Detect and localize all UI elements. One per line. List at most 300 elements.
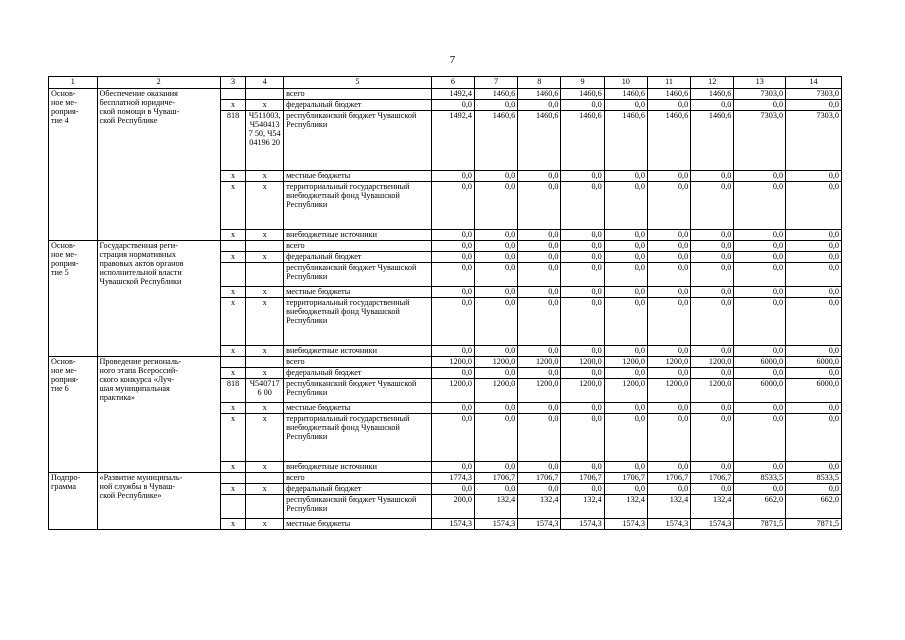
amount-cell: 1200,0 (431, 379, 474, 403)
funding-source-cell: федеральный бюджет (284, 484, 432, 495)
amount-cell: 0,0 (431, 252, 474, 263)
amount-cell: 0,0 (734, 484, 786, 495)
amount-cell: 0,0 (474, 298, 517, 346)
amount-cell: 0,0 (647, 171, 690, 182)
amount-cell: 0,0 (604, 287, 647, 298)
amount-cell: 1574,3 (561, 519, 604, 530)
amount-cell: 7303,0 (734, 89, 786, 100)
amount-cell: 0,0 (561, 287, 604, 298)
amount-cell: 0,0 (786, 171, 842, 182)
grbs-cell (220, 495, 245, 519)
header-cell: 2 (97, 77, 220, 89)
classifier-code-cell (246, 263, 284, 287)
header-cell: 8 (518, 77, 561, 89)
header-cell: 1 (49, 77, 98, 89)
funding-source-cell: местные бюджеты (284, 287, 432, 298)
amount-cell: 0,0 (647, 368, 690, 379)
amount-cell: 0,0 (691, 182, 734, 230)
amount-cell: 0,0 (431, 230, 474, 241)
amount-cell: 0,0 (561, 298, 604, 346)
amount-cell: 1200,0 (647, 379, 690, 403)
amount-cell: 6000,0 (734, 379, 786, 403)
event-type-cell (49, 89, 98, 241)
classifier-code-cell (246, 89, 284, 100)
amount-cell: 0,0 (474, 100, 517, 111)
event-name-line: ской Республике (99, 116, 158, 125)
header-cell: 3 (220, 77, 245, 89)
amount-cell: 1706,7 (474, 473, 517, 484)
event-type-line: Основ- (51, 357, 76, 366)
grbs-cell: х (220, 298, 245, 346)
amount-cell: 0,0 (691, 252, 734, 263)
header-cell: 11 (647, 77, 690, 89)
amount-cell: 0,0 (647, 182, 690, 230)
amount-cell: 1460,6 (561, 111, 604, 171)
event-type-line: ное ме- (51, 366, 77, 375)
event-name-line: Обеспечение оказания (99, 89, 178, 98)
amount-cell: 0,0 (474, 171, 517, 182)
amount-cell: 0,0 (604, 241, 647, 252)
event-type-line: ное ме- (51, 98, 77, 107)
classifier-code-cell: Ч511003, Ч5404137 50, Ч5404196 20 (246, 111, 284, 171)
amount-cell: 0,0 (431, 241, 474, 252)
amount-cell: 1200,0 (431, 357, 474, 368)
amount-cell: 1200,0 (691, 357, 734, 368)
funding-source-cell: республиканский бюджет Чувашской Республики (284, 379, 432, 403)
amount-cell: 0,0 (786, 462, 842, 473)
event-type-line: Основ- (51, 241, 76, 250)
amount-cell: 0,0 (474, 368, 517, 379)
amount-cell: 7303,0 (734, 111, 786, 171)
amount-cell: 0,0 (518, 287, 561, 298)
classifier-code-cell: х (246, 462, 284, 473)
amount-cell: 132,4 (691, 495, 734, 519)
grbs-cell (220, 263, 245, 287)
classifier-code-cell: х (246, 484, 284, 495)
amount-cell: 132,4 (518, 495, 561, 519)
classifier-code-cell: х (246, 182, 284, 230)
event-type-line: ное ме- (51, 250, 77, 259)
amount-cell: 8533,5 (734, 473, 786, 484)
amount-cell: 0,0 (734, 263, 786, 287)
event-name-line: практика» (99, 393, 136, 402)
funding-source-cell: всего (284, 89, 432, 100)
header-cell: 10 (604, 77, 647, 89)
amount-cell: 0,0 (647, 462, 690, 473)
funding-source-cell: местные бюджеты (284, 403, 432, 414)
amount-cell: 0,0 (561, 414, 604, 462)
event-name-line: ской помощи в Чуваш- (99, 107, 180, 116)
grbs-cell: х (220, 171, 245, 182)
grbs-cell (220, 89, 245, 100)
grbs-cell (220, 241, 245, 252)
amount-cell: 0,0 (734, 230, 786, 241)
funding-source-cell: всего (284, 357, 432, 368)
amount-cell: 1460,6 (474, 89, 517, 100)
amount-cell: 0,0 (604, 462, 647, 473)
amount-cell: 0,0 (647, 287, 690, 298)
amount-cell: 0,0 (786, 403, 842, 414)
funding-source-cell: внебюджетные источники (284, 230, 432, 241)
amount-cell: 0,0 (561, 230, 604, 241)
event-name-cell (97, 89, 220, 241)
amount-cell: 1492,4 (431, 111, 474, 171)
amount-cell: 0,0 (647, 100, 690, 111)
amount-cell: 0,0 (518, 230, 561, 241)
grbs-cell (220, 473, 245, 484)
amount-cell: 0,0 (518, 252, 561, 263)
amount-cell: 0,0 (691, 263, 734, 287)
classifier-code-cell: х (246, 100, 284, 111)
amount-cell: 0,0 (431, 298, 474, 346)
amount-cell: 0,0 (734, 368, 786, 379)
amount-cell: 0,0 (647, 241, 690, 252)
amount-cell: 132,4 (474, 495, 517, 519)
amount-cell: 1460,6 (604, 111, 647, 171)
amount-cell: 0,0 (604, 346, 647, 357)
amount-cell: 0,0 (734, 298, 786, 346)
amount-cell: 0,0 (786, 252, 842, 263)
amount-cell: 1460,6 (474, 111, 517, 171)
header-cell: 4 (246, 77, 284, 89)
amount-cell: 662,0 (786, 495, 842, 519)
amount-cell: 662,0 (734, 495, 786, 519)
funding-source-cell: территориальный государственный внебюджетный фонд Чувашской Республики (284, 414, 432, 462)
amount-cell: 1706,7 (604, 473, 647, 484)
grbs-cell: 818 (220, 379, 245, 403)
amount-cell: 0,0 (474, 252, 517, 263)
amount-cell: 132,4 (604, 495, 647, 519)
amount-cell: 0,0 (647, 230, 690, 241)
amount-cell: 0,0 (734, 346, 786, 357)
funding-source-cell: внебюджетные источники (284, 346, 432, 357)
header-cell: 6 (431, 77, 474, 89)
amount-cell: 0,0 (734, 100, 786, 111)
amount-cell: 1200,0 (561, 357, 604, 368)
header-cell: 7 (474, 77, 517, 89)
funding-source-cell: федеральный бюджет (284, 100, 432, 111)
page-number: 7 (449, 54, 456, 66)
amount-cell: 132,4 (561, 495, 604, 519)
amount-cell: 1460,6 (518, 89, 561, 100)
amount-cell: 0,0 (431, 484, 474, 495)
amount-cell: 0,0 (518, 403, 561, 414)
funding-source-cell: всего (284, 473, 432, 484)
amount-cell: 1460,6 (691, 89, 734, 100)
amount-cell: 0,0 (561, 241, 604, 252)
funding-source-cell: федеральный бюджет (284, 252, 432, 263)
amount-cell: 1460,6 (604, 89, 647, 100)
amount-cell: 0,0 (734, 287, 786, 298)
amount-cell: 0,0 (474, 346, 517, 357)
amount-cell: 0,0 (691, 230, 734, 241)
amount-cell: 0,0 (647, 346, 690, 357)
grbs-cell: х (220, 346, 245, 357)
amount-cell: 0,0 (604, 230, 647, 241)
amount-cell: 1574,3 (474, 519, 517, 530)
amount-cell: 1574,3 (431, 519, 474, 530)
table-row (49, 473, 842, 484)
amount-cell: 0,0 (431, 414, 474, 462)
amount-cell: 0,0 (604, 414, 647, 462)
amount-cell: 0,0 (734, 403, 786, 414)
classifier-code-cell (246, 357, 284, 368)
amount-cell: 1706,7 (691, 473, 734, 484)
amount-cell: 0,0 (474, 230, 517, 241)
classifier-code-cell: х (246, 252, 284, 263)
amount-cell: 0,0 (604, 484, 647, 495)
funding-source-cell: республиканский бюджет Чувашской Республики (284, 111, 432, 171)
amount-cell: 7303,0 (786, 89, 842, 100)
amount-cell: 1200,0 (604, 357, 647, 368)
classifier-code-cell (246, 241, 284, 252)
amount-cell: 7871,5 (786, 519, 842, 530)
classifier-code-cell: х (246, 346, 284, 357)
classifier-code-cell: х (246, 519, 284, 530)
event-type-line: роприя- (51, 107, 79, 116)
amount-cell: 0,0 (431, 462, 474, 473)
amount-cell: 0,0 (691, 298, 734, 346)
grbs-cell: х (220, 368, 245, 379)
event-name-line: Государственная реги- (99, 241, 178, 250)
amount-cell: 0,0 (518, 462, 561, 473)
amount-cell: 1200,0 (518, 379, 561, 403)
amount-cell: 0,0 (561, 182, 604, 230)
amount-cell: 0,0 (647, 403, 690, 414)
amount-cell: 0,0 (734, 182, 786, 230)
amount-cell: 0,0 (431, 182, 474, 230)
amount-cell: 0,0 (604, 368, 647, 379)
header-cell: 13 (734, 77, 786, 89)
amount-cell: 0,0 (474, 462, 517, 473)
amount-cell: 0,0 (786, 230, 842, 241)
amount-cell: 1574,3 (691, 519, 734, 530)
amount-cell: 0,0 (604, 403, 647, 414)
classifier-code-cell: х (246, 230, 284, 241)
amount-cell: 0,0 (647, 414, 690, 462)
amount-cell: 132,4 (647, 495, 690, 519)
amount-cell: 0,0 (561, 484, 604, 495)
funding-source-cell: территориальный государственный внебюджетный фонд Чувашской Республики (284, 182, 432, 230)
amount-cell: 0,0 (604, 252, 647, 263)
amount-cell: 1460,6 (561, 89, 604, 100)
amount-cell: 0,0 (561, 100, 604, 111)
amount-cell: 1460,6 (518, 111, 561, 171)
table-row (49, 357, 842, 368)
funding-source-cell: местные бюджеты (284, 171, 432, 182)
amount-cell: 0,0 (561, 346, 604, 357)
amount-cell: 0,0 (518, 263, 561, 287)
amount-cell: 0,0 (691, 346, 734, 357)
grbs-cell: х (220, 182, 245, 230)
amount-cell: 0,0 (431, 403, 474, 414)
amount-cell: 1460,6 (647, 89, 690, 100)
amount-cell: 1574,3 (647, 519, 690, 530)
header-cell: 14 (786, 77, 842, 89)
amount-cell: 0,0 (474, 263, 517, 287)
amount-cell: 1200,0 (561, 379, 604, 403)
classifier-code-cell: х (246, 287, 284, 298)
header-cell: 12 (691, 77, 734, 89)
event-name-line: ной службы в Чуваш- (99, 482, 176, 491)
amount-cell: 1492,4 (431, 89, 474, 100)
amount-cell: 0,0 (786, 368, 842, 379)
amount-cell: 0,0 (561, 252, 604, 263)
amount-cell: 0,0 (431, 346, 474, 357)
amount-cell: 0,0 (786, 298, 842, 346)
amount-cell: 0,0 (474, 241, 517, 252)
amount-cell: 1200,0 (518, 357, 561, 368)
budget-table (48, 76, 842, 530)
amount-cell: 0,0 (786, 241, 842, 252)
event-name-line: Чувашской Республики (99, 277, 182, 286)
amount-cell: 0,0 (691, 287, 734, 298)
event-name-line: шая муниципальная (99, 384, 170, 393)
grbs-cell: х (220, 484, 245, 495)
amount-cell: 0,0 (604, 263, 647, 287)
event-type-line: роприя- (51, 375, 79, 384)
event-type-line: грамма (51, 482, 77, 491)
amount-cell: 0,0 (431, 287, 474, 298)
amount-cell: 0,0 (431, 100, 474, 111)
event-type-line: Подпро- (51, 473, 81, 482)
classifier-code-cell: х (246, 368, 284, 379)
amount-cell: 1200,0 (647, 357, 690, 368)
amount-cell: 0,0 (734, 414, 786, 462)
grbs-cell: х (220, 100, 245, 111)
grbs-cell (220, 357, 245, 368)
amount-cell: 0,0 (431, 368, 474, 379)
event-type-cell (49, 241, 98, 357)
classifier-code-cell: х (246, 298, 284, 346)
amount-cell: 0,0 (518, 298, 561, 346)
event-name-line: ного этапа Всероссий- (99, 366, 179, 375)
amount-cell: 7303,0 (786, 111, 842, 171)
funding-source-cell: республиканский бюджет Чувашской Республики (284, 263, 432, 287)
event-type-cell (49, 473, 98, 530)
event-name-line: страция нормативных (99, 250, 176, 259)
amount-cell: 1706,7 (518, 473, 561, 484)
amount-cell: 0,0 (561, 462, 604, 473)
amount-cell: 0,0 (734, 462, 786, 473)
funding-source-cell: республиканский бюджет Чувашской Республики (284, 495, 432, 519)
event-name-line: «Развитие муниципаль- (99, 473, 183, 482)
amount-cell: 0,0 (518, 241, 561, 252)
amount-cell: 6000,0 (786, 357, 842, 368)
event-type-cell (49, 357, 98, 473)
header-cell: 9 (561, 77, 604, 89)
grbs-cell: х (220, 462, 245, 473)
amount-cell: 0,0 (518, 484, 561, 495)
amount-cell: 0,0 (431, 171, 474, 182)
amount-cell: 0,0 (647, 252, 690, 263)
amount-cell: 1574,3 (518, 519, 561, 530)
amount-cell: 200,0 (431, 495, 474, 519)
event-name-line: Проведение региональ- (99, 357, 182, 366)
event-type-line: Основ- (51, 89, 76, 98)
header-row (49, 77, 842, 89)
grbs-cell: 818 (220, 111, 245, 171)
amount-cell: 0,0 (604, 298, 647, 346)
amount-cell: 0,0 (518, 100, 561, 111)
amount-cell: 0,0 (647, 484, 690, 495)
amount-cell: 0,0 (691, 241, 734, 252)
amount-cell: 1200,0 (691, 379, 734, 403)
event-type-line: роприя- (51, 259, 79, 268)
amount-cell: 0,0 (691, 171, 734, 182)
amount-cell: 1460,6 (691, 111, 734, 171)
grbs-cell: х (220, 403, 245, 414)
amount-cell: 0,0 (691, 462, 734, 473)
amount-cell: 0,0 (691, 414, 734, 462)
amount-cell: 0,0 (474, 287, 517, 298)
amount-cell: 0,0 (647, 263, 690, 287)
amount-cell: 0,0 (604, 100, 647, 111)
amount-cell: 0,0 (647, 298, 690, 346)
amount-cell: 0,0 (691, 403, 734, 414)
header-cell: 5 (284, 77, 432, 89)
amount-cell: 1460,6 (647, 111, 690, 171)
amount-cell: 0,0 (786, 484, 842, 495)
amount-cell: 0,0 (561, 368, 604, 379)
amount-cell: 0,0 (786, 287, 842, 298)
table-row (49, 241, 842, 252)
grbs-cell: х (220, 519, 245, 530)
amount-cell: 0,0 (604, 182, 647, 230)
amount-cell: 6000,0 (734, 357, 786, 368)
amount-cell: 1574,3 (604, 519, 647, 530)
amount-cell: 1200,0 (474, 379, 517, 403)
amount-cell: 0,0 (518, 346, 561, 357)
amount-cell: 1706,7 (561, 473, 604, 484)
amount-cell: 0,0 (604, 171, 647, 182)
funding-source-cell: федеральный бюджет (284, 368, 432, 379)
amount-cell: 0,0 (561, 171, 604, 182)
amount-cell: 0,0 (786, 182, 842, 230)
event-name-line: бесплатной юридиче- (99, 98, 176, 107)
table-body (49, 89, 842, 530)
amount-cell: 6000,0 (786, 379, 842, 403)
amount-cell: 0,0 (518, 368, 561, 379)
amount-cell: 0,0 (561, 403, 604, 414)
event-name-line: ской Республике» (99, 491, 162, 500)
classifier-code-cell: Ч5407176 00 (246, 379, 284, 403)
event-name-line: правовых актов органов (99, 259, 184, 268)
event-name-cell (97, 357, 220, 473)
event-name-cell (97, 241, 220, 357)
amount-cell: 0,0 (518, 414, 561, 462)
amount-cell: 0,0 (518, 171, 561, 182)
classifier-code-cell (246, 495, 284, 519)
event-name-line: ского конкурса «Луч- (99, 375, 174, 384)
amount-cell: 0,0 (474, 182, 517, 230)
classifier-code-cell: х (246, 403, 284, 414)
amount-cell: 0,0 (786, 414, 842, 462)
funding-source-cell: внебюджетные источники (284, 462, 432, 473)
amount-cell: 1200,0 (474, 357, 517, 368)
amount-cell: 1200,0 (604, 379, 647, 403)
amount-cell: 0,0 (734, 171, 786, 182)
event-name-line: исполнительной власти (99, 268, 182, 277)
funding-source-cell: местные бюджеты (284, 519, 432, 530)
amount-cell: 7871,5 (734, 519, 786, 530)
grbs-cell: х (220, 252, 245, 263)
classifier-code-cell: х (246, 414, 284, 462)
table-row (49, 89, 842, 100)
event-type-line: тие 4 (51, 116, 69, 125)
event-type-line: тие 5 (51, 268, 69, 277)
classifier-code-cell (246, 473, 284, 484)
